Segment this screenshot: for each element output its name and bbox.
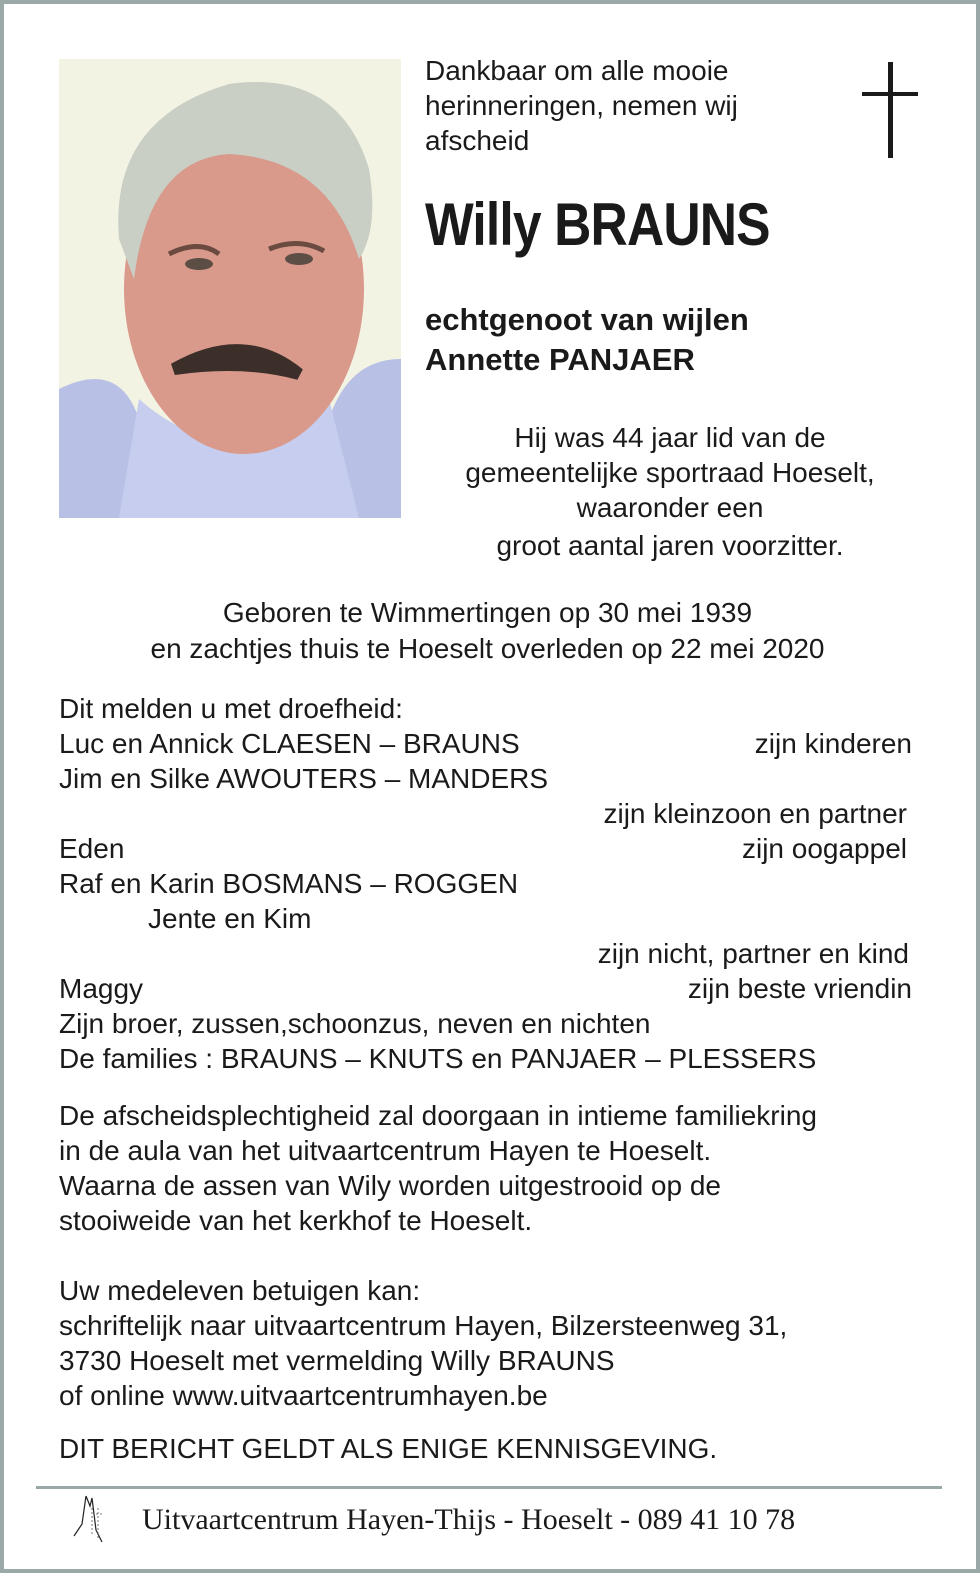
tribute-line: gemeentelijke sportraad Hoeselt, <box>465 457 875 488</box>
family-name: Raf en Karin BOSMANS – ROGGEN <box>59 868 519 899</box>
spouse-line: echtgenoot van wijlen <box>425 302 749 337</box>
family-name: Luc en Annick CLAESEN – BRAUNS <box>59 728 520 759</box>
ceremony-line: Waarna de assen van Wily worden uitgestrooid op de <box>59 1170 721 1201</box>
family-relation: zijn nicht, partner en kind <box>597 938 909 969</box>
family-name: De families : BRAUNS – KNUTS en PANJAER – PLESSERS <box>59 1043 817 1074</box>
condolence-line: Uw medeleven betuigen kan: <box>59 1275 421 1306</box>
tribute-line: Hij was 44 jaar lid van de <box>514 422 826 453</box>
family-name: Jente en Kim <box>148 903 312 934</box>
family-relation: zijn kinderen <box>754 728 912 759</box>
portrait-photo <box>59 59 401 518</box>
ceremony-line: stooiweide van het kerkhof te Hoeselt. <box>59 1205 533 1236</box>
family-name: Zijn broer, zussen,schoonzus, neven en nichten <box>59 1008 651 1039</box>
ceremony-line: in de aula van het uitvaartcentrum Hayen te Hoeselt. <box>59 1135 712 1166</box>
spouse-line: Annette PANJAER <box>425 342 695 377</box>
condolence-line: 3730 Hoeselt met vermelding Willy BRAUNS <box>59 1345 615 1376</box>
family-relation: zijn beste vriendin <box>687 973 912 1004</box>
family-heading: Dit melden u met droefheid: <box>59 693 403 724</box>
family-name: Eden <box>59 833 125 864</box>
family-relation: zijn oogappel <box>741 833 907 864</box>
tribute-line: waaronder een <box>576 492 764 523</box>
deceased-name: Willy BRAUNS <box>425 191 770 258</box>
intro-line: Dankbaar om alle mooie <box>425 55 729 86</box>
birth-line: Geboren te Wimmertingen op 30 mei 1939 <box>222 597 753 628</box>
tribute-line: groot aantal jaren voorzitter. <box>496 530 844 561</box>
notice-line: DIT BERICHT GELDT ALS ENIGE KENNISGEVING. <box>59 1433 718 1464</box>
funeral-home-logo-icon <box>72 1494 128 1546</box>
cross-icon <box>862 62 920 158</box>
family-relation: zijn kleinzoon en partner <box>603 798 907 829</box>
condolence-line: of online www.uitvaartcentrumhayen.be <box>59 1380 548 1411</box>
intro-line: herinneringen, nemen wij <box>425 90 738 121</box>
footer-divider <box>36 1486 942 1489</box>
intro-line: afscheid <box>425 125 530 156</box>
family-name: Jim en Silke AWOUTERS – MANDERS <box>59 763 549 794</box>
ceremony-line: De afscheidsplechtigheid zal doorgaan in intieme familiekring <box>59 1100 817 1131</box>
condolence-line: schriftelijk naar uitvaartcentrum Hayen, Bilzersteenweg 31, <box>59 1310 788 1341</box>
footer-contact: Uitvaartcentrum Hayen-Thijs - Hoeselt - 089 41 10 78 <box>142 1503 796 1536</box>
family-name: Maggy <box>59 973 144 1004</box>
death-line: en zachtjes thuis te Hoeselt overleden op 22 mei 2020 <box>150 633 825 664</box>
